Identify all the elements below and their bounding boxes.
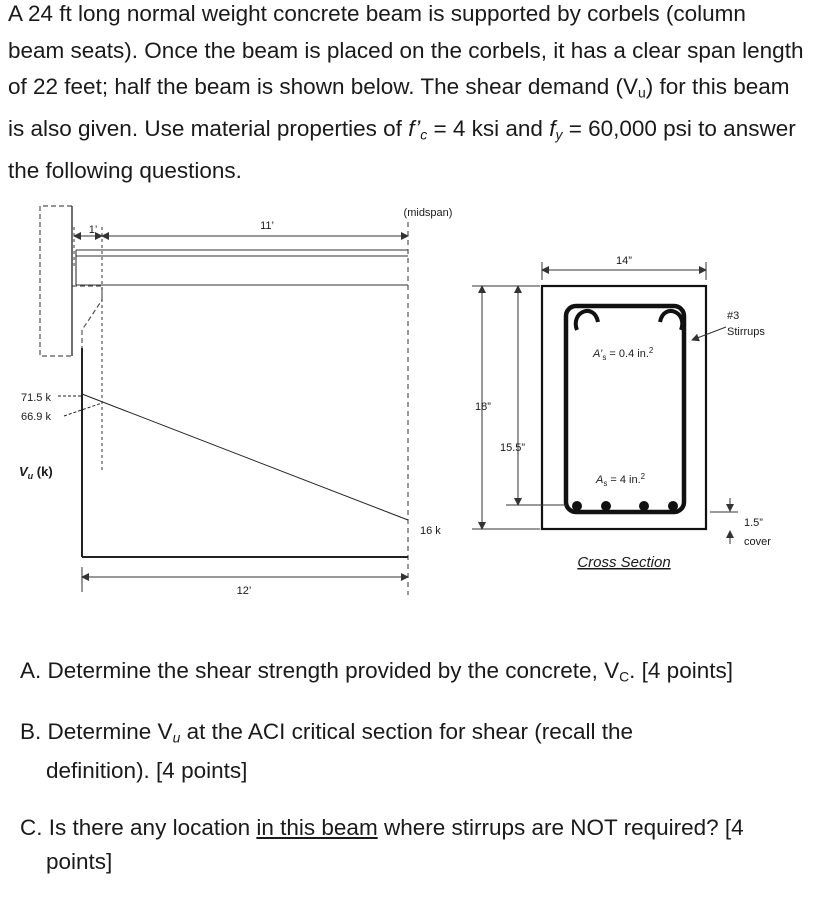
dim-height-18: 18” [475,401,491,413]
question-b: B. Determine $V_u$ at the ACI critical section for shear (recall the definition). [4 points] [20,719,634,784]
dim-1ft: 1’ [88,224,98,236]
shear-diagram [58,348,408,557]
compression-steel-label: $A’_s = 0.4$ in.$^2$ [593,346,654,362]
dim-depth-15-5: 15.5” [500,442,526,454]
question-a: A. Determine the shear strength provided by the concrete, $V_C$. [4 points] [20,658,733,685]
shear-71: 71.5 k [21,392,51,404]
problem-statement: A 24 ft long normal weight concrete beam is supported by corbels (column beam seats). Once the beam is placed on the corbels, it has a clear span length of 22 feet; half the beam is shown below. The shear demand $(V_u)$ for this beam is also given. Use material properties of $f’_c = 4$ ksi and $f_y = 60,000$ psi to answer the following questions. [8,1,804,183]
cross-section-caption: Cross Section [577,554,671,571]
shear-16: 16 k [420,525,441,537]
beam-elevation [76,250,408,285]
dim-12ft: 12’ [236,585,252,597]
stirrup-size-label: #3 [727,310,740,322]
dim-width-14: 14” [616,255,632,267]
dim-11ft: 11’ [260,220,274,232]
shear-66: 66.9 k [21,411,51,423]
beam-figure [0,195,816,615]
midspan-label: (midspan) [403,207,453,219]
question-c: C. Is there any location in this beam where stirrups are NOT required? [4 points] [20,815,744,874]
vu-axis-label: $V_u$ (k) [19,464,53,481]
cover-label: cover [744,536,771,548]
tension-steel-label: $A_s = 4$ in.$^2$ [596,472,646,488]
cross-section [542,286,706,529]
cover-value-label: 1.5” [744,517,763,529]
stirrup-label: Stirrups [727,326,765,338]
